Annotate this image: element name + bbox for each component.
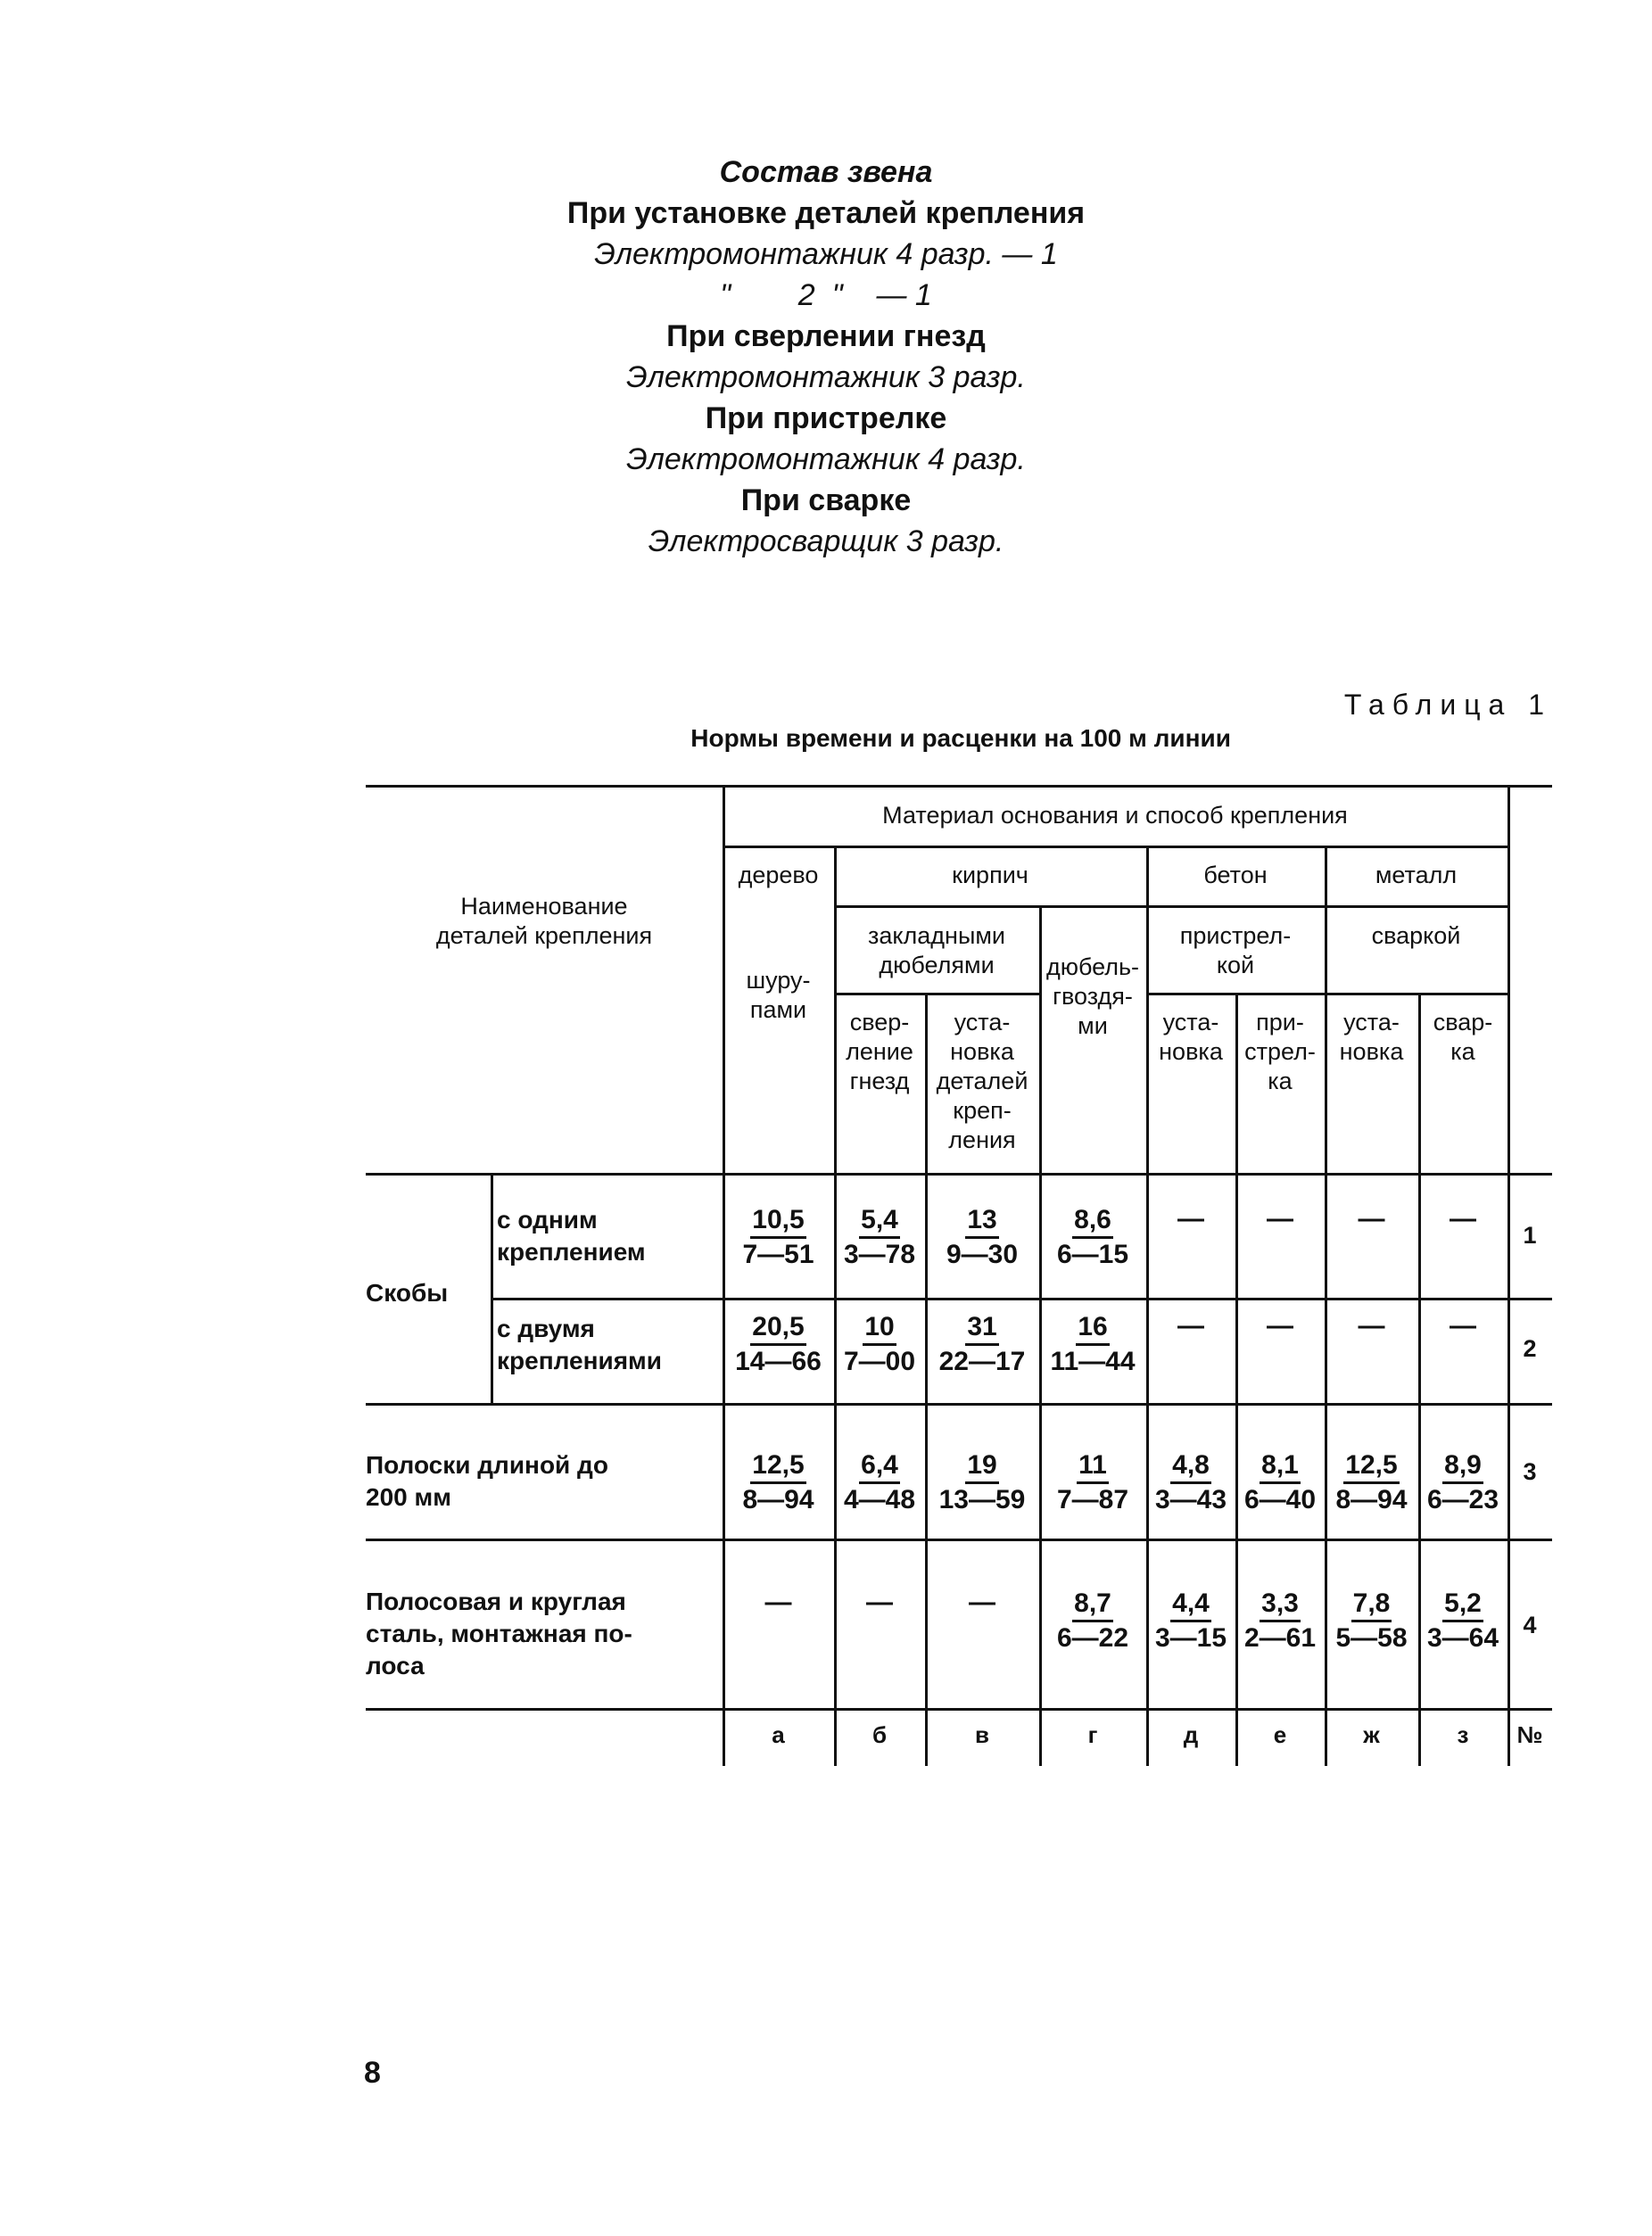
time-norm-value: 31 xyxy=(965,1311,998,1346)
empty-cell-dash: — xyxy=(1177,1204,1204,1234)
rate-value: 3—43 xyxy=(1154,1485,1227,1514)
rate-value: 13—59 xyxy=(938,1485,1026,1514)
time-norm-value: 20,5 xyxy=(750,1311,805,1346)
empty-cell-dash: — xyxy=(1450,1311,1476,1341)
row-label-line: 200 мм xyxy=(366,1483,451,1511)
norm-rate-cell xyxy=(723,1311,834,1378)
header-dowel-nails xyxy=(1039,953,1146,1041)
norm-rate-cell xyxy=(1146,1449,1235,1516)
rate-value: 14—66 xyxy=(735,1347,822,1376)
empty-cell-dash: — xyxy=(1358,1204,1385,1234)
header-line: закладными xyxy=(868,922,1005,949)
group-label-brackets: Скобы xyxy=(366,1279,449,1307)
group-line xyxy=(491,1173,493,1403)
norm-rate-cell xyxy=(925,1311,1039,1378)
shoot-worker: Электромонтажник 4 разр. xyxy=(626,442,1026,476)
empty-cell-dash: — xyxy=(1358,1311,1385,1341)
column-letter: з xyxy=(1457,1721,1469,1748)
header-line: пами xyxy=(749,996,807,1023)
row-number: 2 xyxy=(1523,1335,1537,1362)
column-letter: в xyxy=(975,1721,989,1748)
rate-value: 6—22 xyxy=(1056,1623,1129,1653)
header-line: пристрел- xyxy=(1179,922,1292,949)
header-line: кой xyxy=(1216,952,1255,978)
norm-rate-cell xyxy=(1325,1588,1418,1654)
rate-value: 8—94 xyxy=(742,1485,814,1514)
norm-rate-cell xyxy=(1039,1588,1146,1654)
crew-composition xyxy=(0,152,1652,562)
drill-worker: Электромонтажник 3 разр. xyxy=(626,360,1026,394)
header-line: деталей xyxy=(936,1068,1028,1094)
header-material: Материал основания и способ крепления xyxy=(882,802,1348,829)
norm-rate-cell xyxy=(1418,1588,1507,1654)
install-line-2: " 2 " — 1 xyxy=(720,278,932,312)
empty-cell-dash: — xyxy=(866,1588,893,1617)
time-norm-value: 12,5 xyxy=(750,1449,805,1484)
header-install-parts xyxy=(925,1008,1039,1155)
row4-rule xyxy=(366,1708,1552,1711)
column-letter: ж xyxy=(1363,1721,1380,1748)
header-name-line: деталей крепления xyxy=(435,922,653,949)
empty-cell-dash: — xyxy=(1450,1204,1476,1234)
header-line: при- xyxy=(1256,1009,1304,1035)
column-letter: б xyxy=(871,1721,888,1748)
row-label-line: с одним xyxy=(497,1206,598,1234)
row-label-line: сталь, монтажная по- xyxy=(366,1620,632,1647)
row1-rule xyxy=(491,1298,1552,1300)
empty-cell-dash: — xyxy=(764,1588,792,1617)
time-norm-value: 5,4 xyxy=(859,1204,900,1239)
rate-value: 7—00 xyxy=(843,1347,916,1376)
empty-cell-dash: — xyxy=(1267,1311,1293,1341)
col-line-1 xyxy=(834,846,837,1766)
rate-value: 22—17 xyxy=(938,1347,1026,1376)
row3-rule xyxy=(366,1539,1552,1541)
time-norm-value: 7,8 xyxy=(1351,1588,1392,1622)
norm-rate-cell xyxy=(1418,1449,1507,1516)
time-norm-value: 16 xyxy=(1076,1311,1109,1346)
rate-value: 4—48 xyxy=(843,1485,916,1514)
header-welding: сваркой xyxy=(1371,922,1461,949)
header-drilling xyxy=(834,1008,925,1096)
row-4-label xyxy=(366,1586,632,1682)
header-weld-sub xyxy=(1418,1008,1507,1067)
norm-rate-cell xyxy=(925,1449,1039,1516)
norm-rate-cell xyxy=(1235,1588,1325,1654)
row-number: 1 xyxy=(1523,1222,1537,1249)
install-title: При установке деталей крепления xyxy=(566,196,1086,230)
time-norm-value: 3,3 xyxy=(1260,1588,1301,1622)
header-line: ление xyxy=(846,1038,913,1065)
row-3-label xyxy=(366,1449,608,1514)
row2-rule xyxy=(366,1403,1552,1406)
header-brick: кирпич xyxy=(952,862,1028,888)
header-line: креп- xyxy=(953,1097,1012,1124)
empty-cell-dash: — xyxy=(1267,1204,1293,1234)
column-letter: г xyxy=(1087,1721,1098,1748)
row-label-line: креплениями xyxy=(497,1347,662,1374)
header-name-col xyxy=(366,892,723,951)
row-number: 3 xyxy=(1523,1458,1537,1485)
row-label-line: Полоски длиной до xyxy=(366,1451,608,1479)
header-line: свер- xyxy=(849,1009,910,1035)
num-header: № xyxy=(1516,1721,1543,1748)
time-norm-value: 8,9 xyxy=(1442,1449,1483,1484)
norm-rate-cell xyxy=(1146,1588,1235,1654)
header-line: стрел- xyxy=(1244,1038,1316,1065)
norm-rate-cell xyxy=(1325,1449,1418,1516)
header-line: новка xyxy=(1159,1038,1223,1065)
header-line: уста- xyxy=(1162,1009,1219,1035)
rate-value: 3—78 xyxy=(843,1240,916,1269)
rate-value: 7—51 xyxy=(742,1240,814,1269)
header-install-metal xyxy=(1325,1008,1418,1067)
rate-value: 3—15 xyxy=(1154,1623,1227,1653)
header-line: свар- xyxy=(1433,1009,1493,1035)
norm-rate-cell xyxy=(1039,1311,1146,1378)
time-norm-value: 4,8 xyxy=(1170,1449,1211,1484)
rate-value: 11—44 xyxy=(1050,1347,1136,1376)
header-line: ми xyxy=(1078,1012,1108,1039)
header-rule-2 xyxy=(834,905,1507,908)
rate-value: 8—94 xyxy=(1335,1485,1408,1514)
table-label: Таблица 1 xyxy=(1343,689,1552,721)
weld-worker: Электросварщик 3 разр. xyxy=(648,524,1004,558)
time-norm-value: 19 xyxy=(965,1449,998,1484)
rate-value: 6—23 xyxy=(1426,1485,1499,1514)
row-label-line: лоса xyxy=(366,1652,425,1679)
time-norm-value: 8,7 xyxy=(1072,1588,1113,1622)
rate-value: 9—30 xyxy=(946,1240,1019,1269)
header-rule-1 xyxy=(723,846,1507,848)
page-number: 8 xyxy=(364,2056,381,2090)
header-line: гнезд xyxy=(849,1068,910,1094)
top-rule xyxy=(366,785,1552,788)
norm-rate-cell xyxy=(834,1449,925,1516)
rate-value: 2—61 xyxy=(1243,1623,1317,1653)
header-line: гвоздя- xyxy=(1053,983,1133,1010)
header-line: ления xyxy=(948,1126,1016,1153)
header-line: ка xyxy=(1268,1068,1293,1094)
drill-title: При сверлении гнезд xyxy=(666,319,986,353)
header-shoot-sub xyxy=(1235,1008,1325,1096)
shoot-title: При пристрелке xyxy=(705,401,947,435)
time-norm-value: 6,4 xyxy=(859,1449,900,1484)
norm-rate-cell xyxy=(834,1204,925,1271)
time-norm-value: 5,2 xyxy=(1442,1588,1483,1622)
norm-rate-cell xyxy=(1039,1204,1146,1271)
rate-value: 7—87 xyxy=(1056,1485,1129,1514)
header-line: ка xyxy=(1450,1038,1475,1065)
norm-rate-cell xyxy=(925,1204,1039,1271)
empty-cell-dash: — xyxy=(969,1588,995,1617)
rate-value: 6—40 xyxy=(1243,1485,1317,1514)
header-embedded xyxy=(834,921,1039,980)
time-norm-value: 10,5 xyxy=(750,1204,805,1239)
header-metal: металл xyxy=(1375,862,1458,888)
column-letter: е xyxy=(1273,1721,1287,1748)
header-line: шуру- xyxy=(746,967,811,994)
norm-rate-cell xyxy=(1235,1449,1325,1516)
rate-value: 3—64 xyxy=(1426,1623,1499,1653)
header-rule-3 xyxy=(834,993,1039,995)
column-letter: а xyxy=(772,1721,785,1748)
header-line: уста- xyxy=(1343,1009,1400,1035)
row-1-label xyxy=(497,1204,646,1268)
time-norm-value: 4,4 xyxy=(1170,1588,1211,1622)
weld-title: При сварке xyxy=(740,483,912,517)
header-name-line: Наименование xyxy=(460,893,628,920)
row-label-line: Полосовая и круглая xyxy=(366,1588,626,1615)
header-line: новка xyxy=(950,1038,1014,1065)
norm-rate-cell xyxy=(723,1204,834,1271)
install-line-1: Электромонтажник 4 разр. — 1 xyxy=(594,237,1058,271)
time-norm-value: 8,6 xyxy=(1072,1204,1113,1239)
time-norm-value: 10 xyxy=(863,1311,896,1346)
time-norm-value: 12,5 xyxy=(1343,1449,1399,1484)
col-line-0 xyxy=(723,785,725,1766)
time-norm-value: 8,1 xyxy=(1260,1449,1301,1484)
header-wood: дерево xyxy=(738,862,819,888)
header-install-concrete xyxy=(1146,1008,1235,1067)
norm-rate-cell xyxy=(1039,1449,1146,1516)
header-bottom-rule xyxy=(366,1173,1552,1176)
header-line: новка xyxy=(1339,1038,1404,1065)
header-concrete: бетон xyxy=(1203,862,1268,888)
composition-heading: Состав звена xyxy=(719,155,933,189)
row-label-line: с двумя xyxy=(497,1315,595,1342)
norm-rate-cell xyxy=(723,1449,834,1516)
row-label-line: креплением xyxy=(497,1238,646,1266)
table-title: Нормы времени и расценки на 100 м линии xyxy=(690,724,1231,752)
header-screws xyxy=(723,966,834,1025)
col-line-8 xyxy=(1507,785,1510,1766)
norm-rate-cell xyxy=(834,1311,925,1378)
row-number: 4 xyxy=(1523,1612,1537,1638)
header-line: уста- xyxy=(954,1009,1011,1035)
rate-value: 6—15 xyxy=(1056,1240,1129,1269)
column-letter: д xyxy=(1183,1721,1199,1748)
header-shooting xyxy=(1146,921,1325,980)
time-norm-value: 11 xyxy=(1077,1449,1109,1484)
time-norm-value: 13 xyxy=(965,1204,998,1239)
empty-cell-dash: — xyxy=(1177,1311,1204,1341)
row-2-label xyxy=(497,1313,662,1377)
header-line: дюбель- xyxy=(1045,953,1140,980)
header-line: дюбелями xyxy=(879,952,995,978)
rate-value: 5—58 xyxy=(1335,1623,1408,1653)
